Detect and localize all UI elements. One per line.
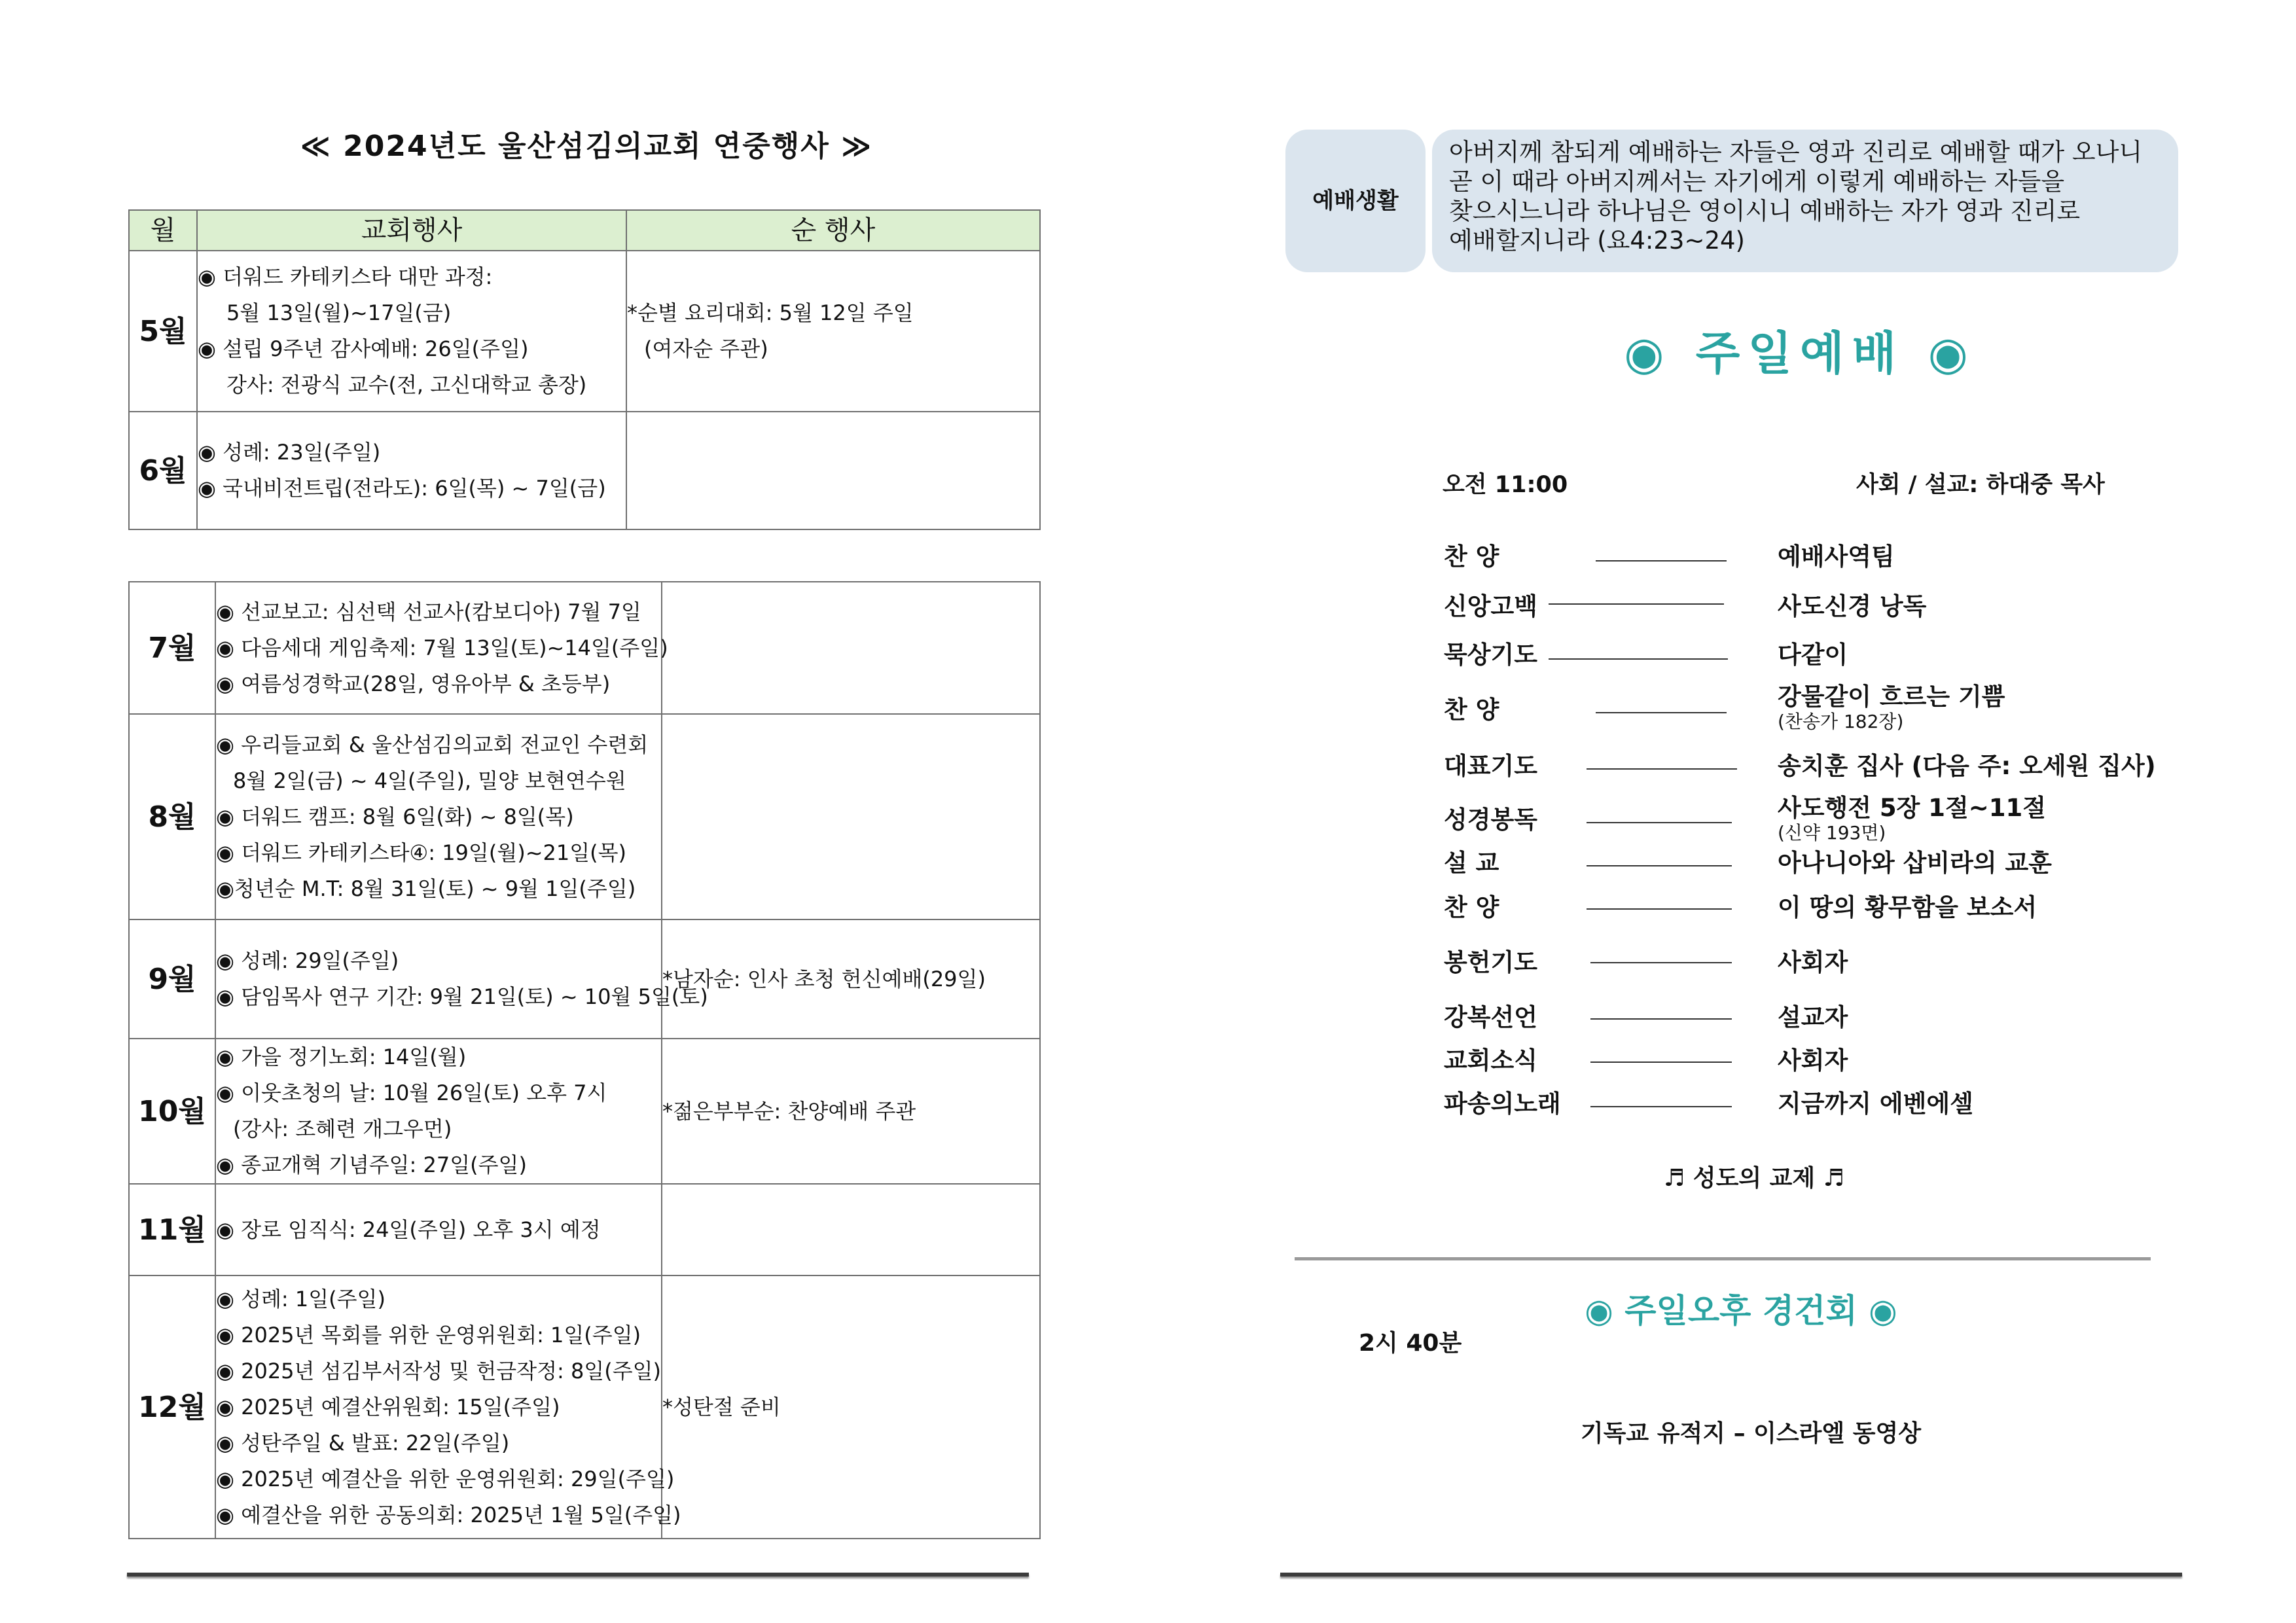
order-item-label: 강복선언 (1444, 1003, 1537, 1031)
order-item-value: 사회자 (1778, 1046, 1848, 1075)
church-events-cell (197, 251, 626, 412)
worship-leader: 사회 / 설교: 하대중 목사 (1856, 472, 2105, 498)
order-item-value: 다같이 (1778, 641, 1848, 669)
event-line: ◉ 성탄주일 & 발표: 22일(주일) (216, 1430, 510, 1455)
church-events-cell (197, 412, 626, 529)
event-line: ◉ 2025년 예결산을 위한 운영위원회: 29일(주일) (216, 1466, 675, 1491)
schedule-table-second-half (128, 581, 1041, 1539)
event-line: ◉청년순 M.T: 8월 31일(토) ~ 9월 1일(주일) (216, 876, 636, 901)
order-divider-line (1590, 1106, 1732, 1107)
sun-events-cell (662, 1039, 1040, 1184)
month-cell: 5월 (129, 251, 197, 412)
sun-event-line: *남자순: 인사 초청 헌신예배(29일) (662, 966, 986, 991)
order-item-value: 사회자 (1778, 948, 1848, 976)
month-cell: 8월 (129, 714, 215, 919)
afternoon-service-content: 기독교 유적지 – 이스라엘 동영상 (1580, 1420, 1922, 1447)
bullseye-icon: ◉ (1624, 327, 1672, 380)
table-row-july (129, 582, 1040, 714)
order-item-subnote: (신약 193면) (1778, 822, 1886, 844)
church-events-cell (215, 1039, 662, 1184)
sun-events-cell (662, 1275, 1040, 1539)
sun-events-cell (662, 919, 1040, 1039)
sun-event-line: *젊은부부순: 찬양예배 주관 (662, 1098, 916, 1124)
order-item-label: 성경봉독 (1444, 806, 1537, 834)
event-line: (강사: 조혜련 개그우먼) (233, 1116, 452, 1141)
month-cell: 12월 (129, 1275, 215, 1539)
event-line: ◉ 이웃초청의 날: 10월 26일(토) 오후 7시 (216, 1080, 607, 1105)
bullseye-icon: ◉ (1928, 327, 1976, 380)
order-item-value (1778, 793, 2046, 843)
verse-line: 아버지께 참되게 예배하는 자들은 영과 진리로 예배할 때가 오나니 (1449, 138, 2143, 166)
order-item-value: 사도신경 낭독 (1778, 592, 1927, 620)
event-line: ◉ 종교개혁 기념주일: 27일(주일) (216, 1152, 527, 1177)
order-item-label: 찬 양 (1444, 696, 1499, 724)
event-line: 8월 2일(금) ~ 4일(주일), 밀양 보현연수원 (233, 768, 626, 793)
scripture-verse-box (1432, 130, 2178, 272)
bottom-rule-left (127, 1573, 1029, 1577)
order-item-label: 교회소식 (1444, 1046, 1537, 1075)
event-line: ◉ 더워드 카테키스타 대만 과정: (198, 264, 493, 289)
order-item-value (1778, 682, 2005, 732)
church-events-cell (215, 1184, 662, 1275)
order-item-label: 파송의노래 (1444, 1090, 1561, 1118)
order-item-label: 신앙고백 (1444, 592, 1537, 620)
event-line: ◉ 2025년 목회를 위한 운영위원회: 1일(주일) (216, 1322, 641, 1347)
event-line: ◉ 다음세대 게임축제: 7월 13일(토)~14일(주일) (216, 635, 668, 660)
order-item-value: 이 땅의 황무함을 보소서 (1778, 893, 2037, 921)
event-line: ◉ 성례: 1일(주일) (216, 1286, 386, 1311)
table-row-november (129, 1184, 1040, 1275)
order-divider-line (1549, 658, 1728, 660)
event-line: ◉ 담임목사 연구 기간: 9월 21일(토) ~ 10월 5일(토) (216, 984, 708, 1009)
sun-events-cell (662, 714, 1040, 919)
fellowship-note: ♬ 성도의 교제 ♬ (1663, 1165, 1845, 1192)
order-item-value: 설교자 (1778, 1003, 1848, 1031)
order-item-value-text: 강물같이 흐르는 기쁨 (1778, 683, 2005, 711)
order-item-value-text: 사도행전 5장 1절~11절 (1778, 794, 2046, 822)
sunday-worship-title-text: 주일예배 (1695, 327, 1905, 380)
event-line: ◉ 2025년 섬김부서작성 및 헌금작정: 8일(주일) (216, 1358, 662, 1383)
sun-events-cell (626, 412, 1040, 529)
sun-events-cell (662, 1184, 1040, 1275)
sun-events-cell (626, 251, 1040, 412)
table-row-august (129, 714, 1040, 919)
order-divider-line (1590, 962, 1732, 963)
afternoon-service-title: ◉ 주일오후 경건회 ◉ (1585, 1292, 1897, 1330)
verse-line: 찾으시느니라 하나님은 영이시니 예배하는 자가 영과 진리로 (1449, 197, 2081, 225)
event-line: ◉ 가을 정기노회: 14일(월) (216, 1044, 467, 1069)
order-item-subnote: (찬송가 182장) (1778, 711, 1904, 732)
header-month: 월 (129, 210, 197, 251)
bottom-rule-right (1280, 1573, 2182, 1577)
event-line: ◉ 성례: 29일(주일) (216, 948, 399, 973)
sun-event-line: (여자순 주관) (644, 336, 768, 361)
church-events-cell (215, 1275, 681, 1539)
table-row-september (129, 919, 1040, 1039)
table-row-june (129, 412, 1040, 529)
order-item-value: 예배사역팀 (1778, 543, 1895, 571)
header-sun-events: 순 행사 (626, 210, 1040, 251)
event-line: ◉ 국내비전트립(전라도): 6일(목) ~ 7일(금) (198, 476, 606, 501)
section-label-worship-life: 예배생활 (1285, 130, 1426, 272)
event-line: ◉ 2025년 예결산위원회: 15일(주일) (216, 1394, 560, 1419)
order-divider-line (1587, 908, 1732, 910)
order-item-label: 찬 양 (1444, 543, 1499, 571)
verse-line: 예배할지니라 (요4:23~24) (1449, 226, 1745, 255)
event-line: ◉ 우리들교회 & 울산섬김의교회 전교인 수련회 (216, 732, 649, 757)
month-cell: 7월 (129, 582, 215, 714)
order-item-label: 묵상기도 (1444, 641, 1537, 669)
verse-line: 곧 이 때라 아버지께서는 자기에게 이렇게 예배하는 자들을 (1449, 168, 2065, 196)
event-line: ◉ 예결산을 위한 공동의회: 2025년 1월 5일(주일) (216, 1502, 681, 1527)
sun-events-cell (662, 582, 1040, 714)
sunday-worship-title (1440, 321, 2160, 386)
order-divider-line (1587, 865, 1732, 866)
month-cell: 9월 (129, 919, 215, 1039)
event-line: ◉ 선교보고: 심선택 선교사(캄보디아) 7월 7일 (216, 599, 641, 624)
event-line: ◉ 성례: 23일(주일) (198, 440, 381, 465)
table-row-may (129, 251, 1040, 412)
section-divider (1295, 1257, 2151, 1260)
event-line: 5월 13일(월)~17일(금) (226, 300, 452, 325)
order-divider-line (1596, 712, 1727, 713)
month-cell: 6월 (129, 412, 197, 529)
order-divider-line (1590, 1018, 1732, 1020)
page-title: ≪ 2024년도 울산섬김의교회 연중행사 ≫ (300, 130, 873, 163)
event-line: ◉ 여름성경학교(28일, 영유아부 & 초등부) (216, 671, 611, 696)
order-item-value: 송치훈 집사 (다음 주: 오세원 집사) (1778, 752, 2156, 780)
order-item-label: 찬 양 (1444, 893, 1499, 921)
church-events-cell (215, 714, 662, 919)
afternoon-service-time: 2시 40분 (1359, 1330, 1462, 1357)
order-divider-line (1590, 1061, 1732, 1063)
order-item-label: 설 교 (1444, 849, 1499, 877)
header-church-events: 교회행사 (197, 210, 626, 251)
event-line: ◉ 더워드 카테키스타④: 19일(월)~21일(목) (216, 840, 627, 865)
order-divider-line (1587, 768, 1737, 770)
order-divider-line (1549, 603, 1724, 605)
table-row-december (129, 1275, 1040, 1539)
order-item-label: 봉헌기도 (1444, 948, 1537, 976)
order-item-value: 아나니아와 삽비라의 교훈 (1778, 849, 2052, 877)
table-header-row (129, 210, 1040, 251)
order-item-value: 지금까지 에벤에셀 (1778, 1090, 1973, 1118)
order-divider-line (1596, 560, 1727, 562)
sun-event-line: *성탄절 준비 (662, 1394, 781, 1419)
event-line: ◉ 설립 9주년 감사예배: 26일(주일) (198, 336, 529, 361)
event-line: ◉ 더워드 캠프: 8월 6일(화) ~ 8일(목) (216, 804, 574, 829)
church-events-cell (215, 919, 708, 1039)
church-events-cell (215, 582, 668, 714)
month-cell: 11월 (129, 1184, 215, 1275)
event-line: 강사: 전광식 교수(전, 고신대학교 총장) (226, 372, 587, 397)
order-divider-line (1587, 822, 1732, 823)
month-cell: 10월 (129, 1039, 215, 1184)
table-row-october (129, 1039, 1040, 1184)
sun-event-line: *순별 요리대회: 5월 12일 주일 (627, 300, 914, 325)
event-line: ◉ 장로 임직식: 24일(주일) 오후 3시 예정 (216, 1217, 601, 1242)
order-item-label: 대표기도 (1444, 752, 1537, 780)
schedule-table-first-half (128, 209, 1041, 530)
worship-time: 오전 11:00 (1443, 472, 1568, 498)
